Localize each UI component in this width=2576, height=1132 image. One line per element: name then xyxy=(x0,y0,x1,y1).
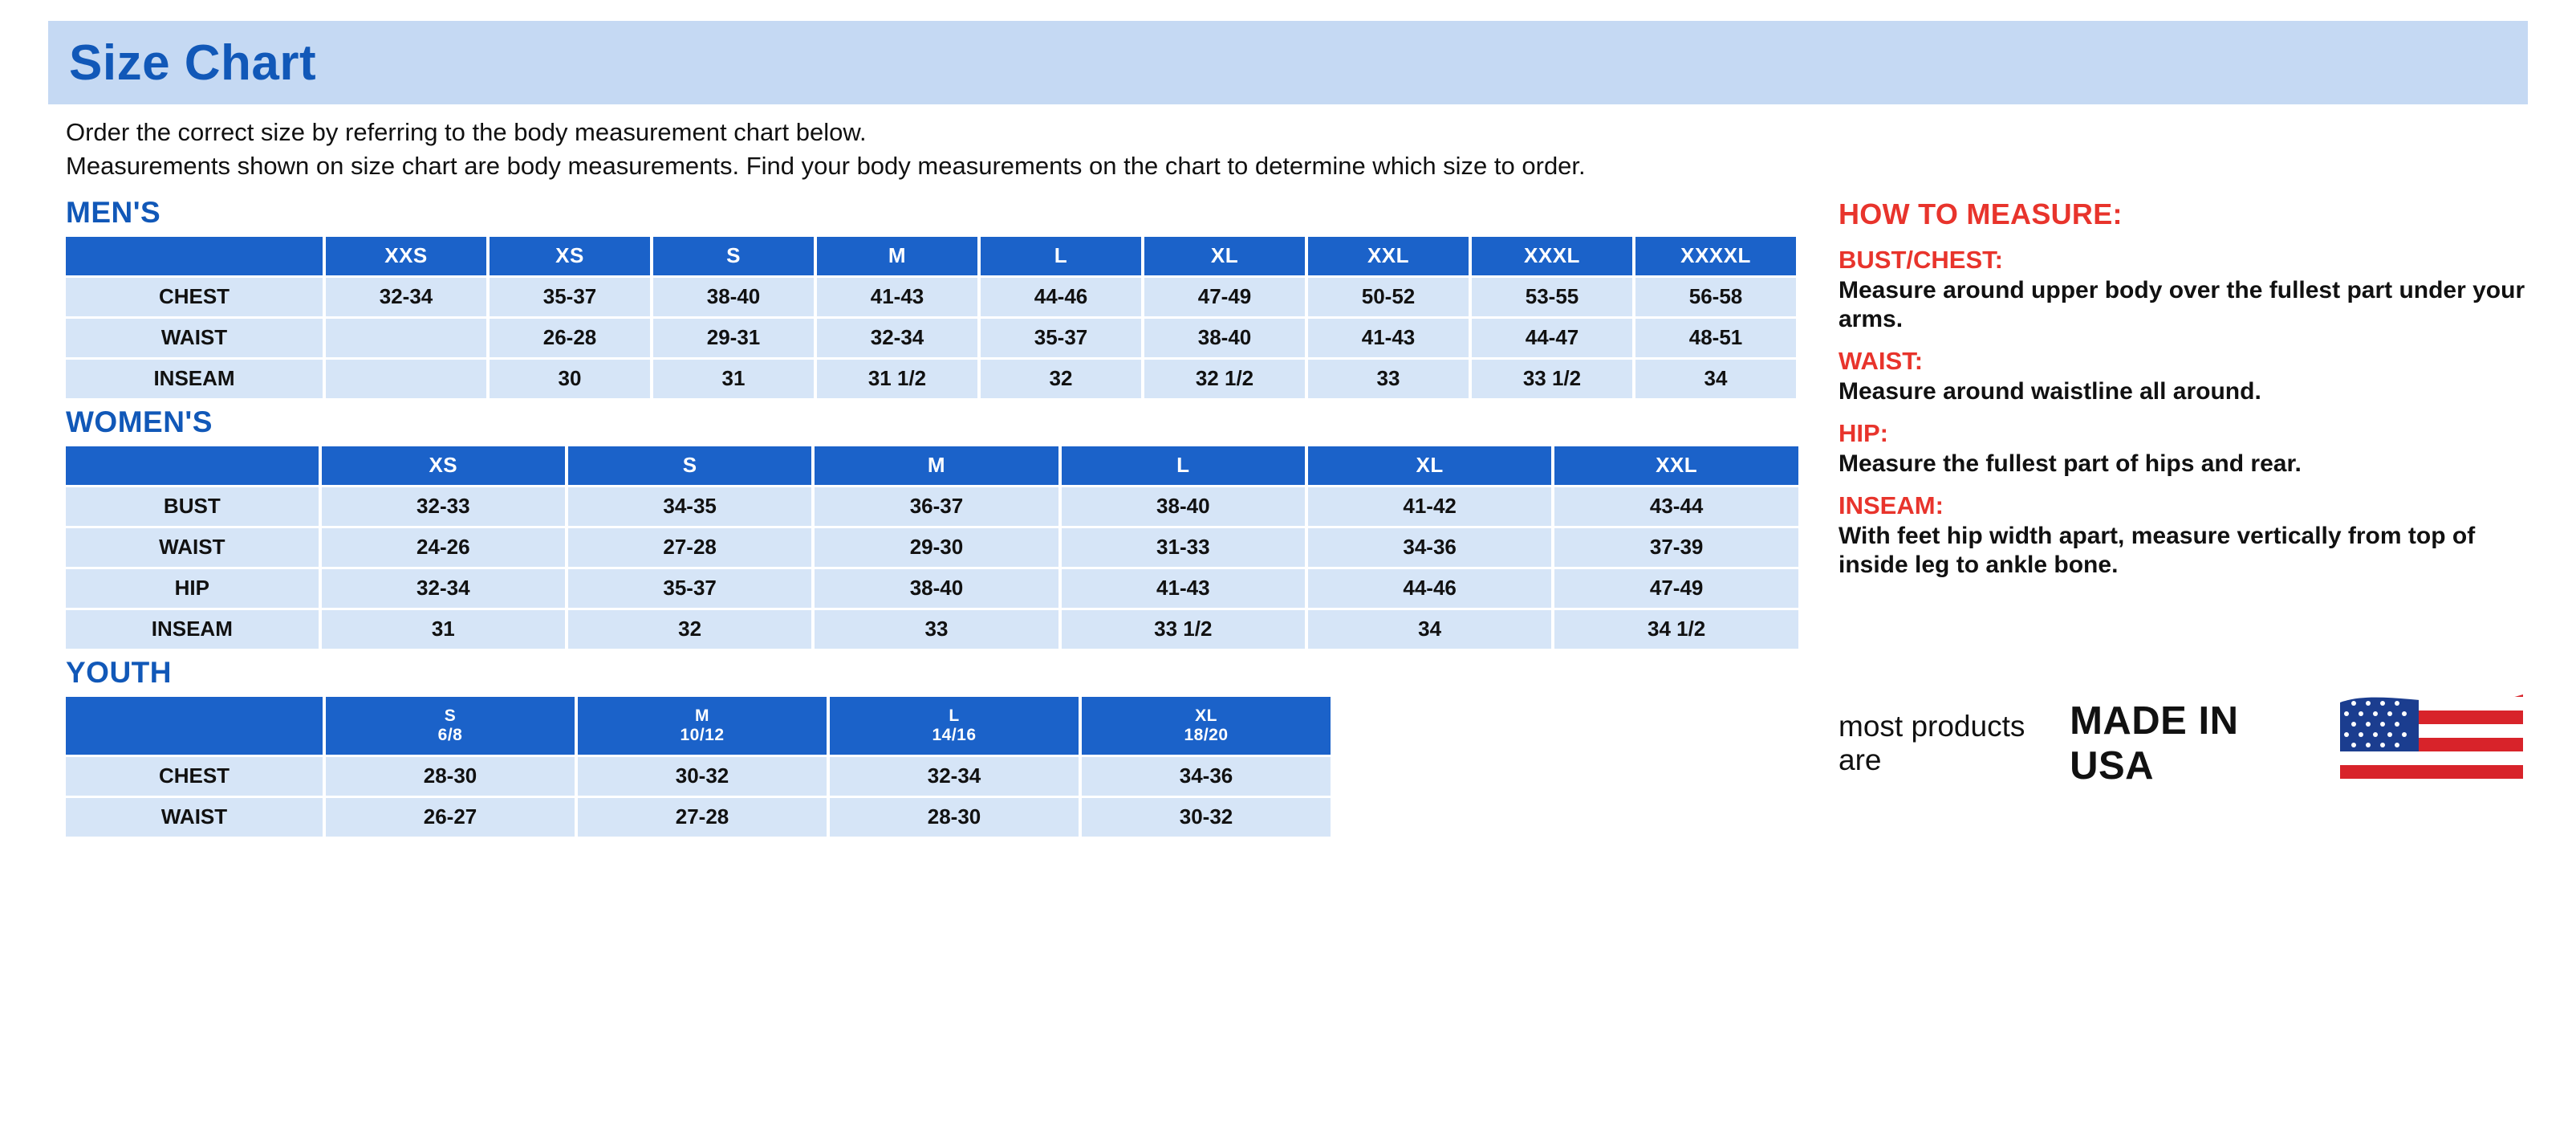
youth-col-header-xl-main: XL xyxy=(1195,706,1217,725)
youth-col-header-xl xyxy=(1082,697,1331,755)
womens-bust-xl: 41-42 xyxy=(1308,487,1551,526)
youth-waist-s: 26-27 xyxy=(326,798,575,837)
mens-inseam-xxxl: 33 1/2 xyxy=(1472,360,1632,398)
made-in-usa-block xyxy=(1839,683,2528,804)
page-title: Size Chart xyxy=(69,35,317,91)
mens-inseam-xs: 30 xyxy=(490,360,650,398)
table-row xyxy=(66,360,1796,398)
mens-chest-xl: 47-49 xyxy=(1144,278,1305,316)
womens-bust-l: 38-40 xyxy=(1062,487,1305,526)
made-in-usa-prefix: most products are xyxy=(1839,709,2025,776)
table-row xyxy=(66,528,1798,567)
youth-col-header-m-main: M xyxy=(695,706,709,725)
youth-col-header-s-sub: 6/8 xyxy=(437,725,463,744)
mens-waist-xl: 38-40 xyxy=(1144,319,1305,357)
womens-inseam-xl: 34 xyxy=(1308,610,1551,649)
table-header-row xyxy=(66,697,1331,755)
mens-chest-xxxl: 53-55 xyxy=(1472,278,1632,316)
measure-item-inseam xyxy=(1839,491,2528,580)
mens-col-header-xs: XS xyxy=(490,237,650,275)
womens-waist-m: 29-30 xyxy=(815,528,1058,567)
youth-col-header-s-main: S xyxy=(444,706,457,725)
measure-desc-inseam: With feet hip width apart, measure vertically from top of inside leg to ankle bone. xyxy=(1839,522,2476,578)
mens-col-header-l: L xyxy=(981,237,1141,275)
mens-chest-xxs: 32-34 xyxy=(326,278,486,316)
table-row xyxy=(66,757,1331,796)
womens-row-label-inseam: INSEAM xyxy=(66,610,319,649)
content-columns xyxy=(48,191,2528,839)
table-header-row xyxy=(66,446,1798,485)
title-banner xyxy=(48,21,2528,104)
mens-col-header-xxxl: XXXL xyxy=(1472,237,1632,275)
youth-col-header-l xyxy=(830,697,1079,755)
womens-hip-l: 41-43 xyxy=(1062,569,1305,608)
mens-chest-l: 44-46 xyxy=(981,278,1141,316)
womens-col-header-xs: XS xyxy=(322,446,565,485)
table-row xyxy=(66,319,1796,357)
usa-flag-icon xyxy=(2335,683,2528,804)
mens-col-header-blank xyxy=(66,237,323,275)
table-row xyxy=(66,278,1796,316)
mens-col-header-m: M xyxy=(817,237,977,275)
youth-col-header-xl-sub: 18/20 xyxy=(1184,725,1229,744)
table-row xyxy=(66,798,1331,837)
mens-inseam-l: 32 xyxy=(981,360,1141,398)
mens-col-header-xxl: XXL xyxy=(1308,237,1469,275)
how-to-measure-heading: HOW TO MEASURE: xyxy=(1839,197,2123,230)
womens-bust-xs: 32-33 xyxy=(322,487,565,526)
mens-col-header-xl: XL xyxy=(1144,237,1305,275)
youth-row-label-waist: WAIST xyxy=(66,798,323,837)
womens-hip-xl: 44-46 xyxy=(1308,569,1551,608)
intro-line-1: Order the correct size by referring to the body measurement chart below. xyxy=(66,118,867,146)
table-header-row xyxy=(66,237,1796,275)
mens-waist-m: 32-34 xyxy=(817,319,977,357)
mens-inseam-m: 31 1/2 xyxy=(817,360,977,398)
womens-bust-s: 34-35 xyxy=(568,487,811,526)
mens-col-header-xxxxl: XXXXL xyxy=(1635,237,1796,275)
mens-inseam-xxl: 33 xyxy=(1308,360,1469,398)
womens-col-header-m: M xyxy=(815,446,1058,485)
womens-hip-s: 35-37 xyxy=(568,569,811,608)
youth-row-label-chest: CHEST xyxy=(66,757,323,796)
womens-waist-xl: 34-36 xyxy=(1308,528,1551,567)
womens-bust-m: 36-37 xyxy=(815,487,1058,526)
womens-waist-l: 31-33 xyxy=(1062,528,1305,567)
mens-inseam-xl: 32 1/2 xyxy=(1144,360,1305,398)
womens-col-header-xxl: XXL xyxy=(1554,446,1798,485)
mens-chest-m: 41-43 xyxy=(817,278,977,316)
measure-desc-bust-chest: Measure around upper body over the fullest part under your arms. xyxy=(1839,276,2525,332)
mens-row-label-inseam: INSEAM xyxy=(66,360,323,398)
mens-waist-xxxl: 44-47 xyxy=(1472,319,1632,357)
tables-column xyxy=(48,191,1802,839)
womens-bust-xxl: 43-44 xyxy=(1554,487,1798,526)
mens-inseam-s: 31 xyxy=(653,360,814,398)
youth-chest-xl: 34-36 xyxy=(1082,757,1331,796)
youth-col-header-blank xyxy=(66,697,323,755)
measure-term-bust-chest: BUST/CHEST: xyxy=(1839,245,2003,274)
youth-chest-m: 30-32 xyxy=(578,757,827,796)
mens-waist-xxl: 41-43 xyxy=(1308,319,1469,357)
measure-desc-waist: Measure around waistline all around. xyxy=(1839,377,2261,405)
youth-waist-m: 27-28 xyxy=(578,798,827,837)
womens-waist-s: 27-28 xyxy=(568,528,811,567)
intro-line-2: Measurements shown on size chart are body measurements. Find your body measurements on the chart to determine which size to order. xyxy=(66,151,1586,180)
mens-waist-s: 29-31 xyxy=(653,319,814,357)
youth-col-header-s xyxy=(326,697,575,755)
youth-chest-s: 28-30 xyxy=(326,757,575,796)
womens-hip-m: 38-40 xyxy=(815,569,1058,608)
youth-col-header-m xyxy=(578,697,827,755)
measure-desc-hip: Measure the fullest part of hips and rear. xyxy=(1839,450,2302,477)
womens-row-label-hip: HIP xyxy=(66,569,319,608)
mens-col-header-xxs: XXS xyxy=(326,237,486,275)
womens-col-header-blank xyxy=(66,446,319,485)
youth-chest-l: 32-34 xyxy=(830,757,1079,796)
table-row xyxy=(66,487,1798,526)
mens-chest-xxxxl: 56-58 xyxy=(1635,278,1796,316)
youth-col-header-l-sub: 14/16 xyxy=(932,725,977,744)
measure-term-inseam: INSEAM: xyxy=(1839,491,1944,519)
womens-inseam-l: 33 1/2 xyxy=(1062,610,1305,649)
womens-heading: WOMEN'S xyxy=(66,405,213,438)
youth-waist-l: 28-30 xyxy=(830,798,1079,837)
womens-row-label-waist: WAIST xyxy=(66,528,319,567)
youth-col-header-l-main: L xyxy=(949,706,960,725)
mens-waist-xxs xyxy=(326,319,486,357)
how-to-measure-panel xyxy=(1802,191,2528,839)
table-row xyxy=(66,569,1798,608)
womens-col-header-s: S xyxy=(568,446,811,485)
womens-row-label-bust: BUST xyxy=(66,487,319,526)
womens-size-table xyxy=(63,444,1802,651)
mens-row-label-chest: CHEST xyxy=(66,278,323,316)
table-row xyxy=(66,610,1798,649)
youth-heading: YOUTH xyxy=(66,655,172,689)
mens-heading: MEN'S xyxy=(66,195,161,229)
mens-size-table xyxy=(63,234,1799,401)
mens-chest-xxl: 50-52 xyxy=(1308,278,1469,316)
measure-term-waist: WAIST: xyxy=(1839,346,1924,375)
womens-hip-xs: 32-34 xyxy=(322,569,565,608)
mens-chest-s: 38-40 xyxy=(653,278,814,316)
womens-inseam-s: 32 xyxy=(568,610,811,649)
womens-inseam-xxl: 34 1/2 xyxy=(1554,610,1798,649)
youth-col-header-m-sub: 10/12 xyxy=(680,725,725,744)
mens-waist-xxxxl: 48-51 xyxy=(1635,319,1796,357)
made-in-usa-emphasis: MADE IN USA xyxy=(2070,698,2239,788)
youth-size-table xyxy=(63,694,1334,839)
womens-inseam-m: 33 xyxy=(815,610,1058,649)
mens-waist-xs: 26-28 xyxy=(490,319,650,357)
mens-waist-l: 35-37 xyxy=(981,319,1141,357)
measure-item-waist xyxy=(1839,347,2528,406)
mens-col-header-s: S xyxy=(653,237,814,275)
measure-term-hip: HIP: xyxy=(1839,418,1888,447)
womens-col-header-l: L xyxy=(1062,446,1305,485)
mens-inseam-xxxxl: 34 xyxy=(1635,360,1796,398)
youth-waist-xl: 30-32 xyxy=(1082,798,1331,837)
measure-item-bust-chest xyxy=(1839,246,2528,334)
mens-inseam-xxs xyxy=(326,360,486,398)
womens-waist-xs: 24-26 xyxy=(322,528,565,567)
womens-col-header-xl: XL xyxy=(1308,446,1551,485)
womens-waist-xxl: 37-39 xyxy=(1554,528,1798,567)
measure-item-hip xyxy=(1839,419,2528,478)
intro-text xyxy=(48,116,2528,183)
mens-chest-xs: 35-37 xyxy=(490,278,650,316)
womens-hip-xxl: 47-49 xyxy=(1554,569,1798,608)
womens-inseam-xs: 31 xyxy=(322,610,565,649)
mens-row-label-waist: WAIST xyxy=(66,319,323,357)
